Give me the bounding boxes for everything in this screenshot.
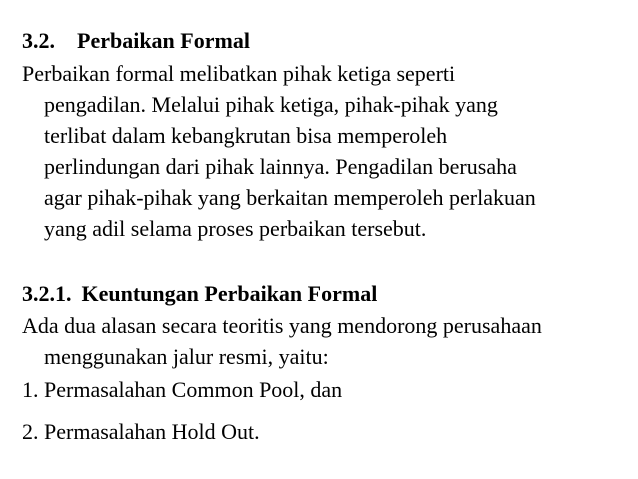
paragraph-line: terlibat dalam kebangkrutan bisa memperoleh (44, 123, 448, 148)
paragraph-line: agar pihak-pihak yang berkaitan memperoleh perlakuan (44, 185, 536, 210)
section-title: Perbaikan Formal (77, 28, 250, 53)
paragraph-line: menggunakan jalur resmi, yaitu: (44, 344, 329, 369)
section-number: 3.2. (22, 28, 55, 53)
paragraph-line: pengadilan. Melalui pihak ketiga, pihak-pihak yang (44, 92, 498, 117)
subsection-heading (22, 281, 377, 307)
list-item: 2. Permasalahan Hold Out. (22, 419, 260, 444)
list-item: 1. Permasalahan Common Pool, dan (22, 377, 343, 402)
subsection-number: 3.2.1. (22, 281, 72, 306)
section-heading (22, 28, 250, 54)
paragraph-line: Perbaikan formal melibatkan pihak ketiga seperti (22, 61, 456, 86)
paragraph-line: perlindungan dari pihak lainnya. Pengadilan berusaha (44, 154, 517, 179)
paragraph-line: yang adil selama proses perbaikan tersebut. (44, 216, 427, 241)
subsection-title: Keuntungan Perbaikan Formal (81, 281, 378, 306)
paragraph-line: Ada dua alasan secara teoritis yang mendorong perusahaan (22, 313, 542, 338)
